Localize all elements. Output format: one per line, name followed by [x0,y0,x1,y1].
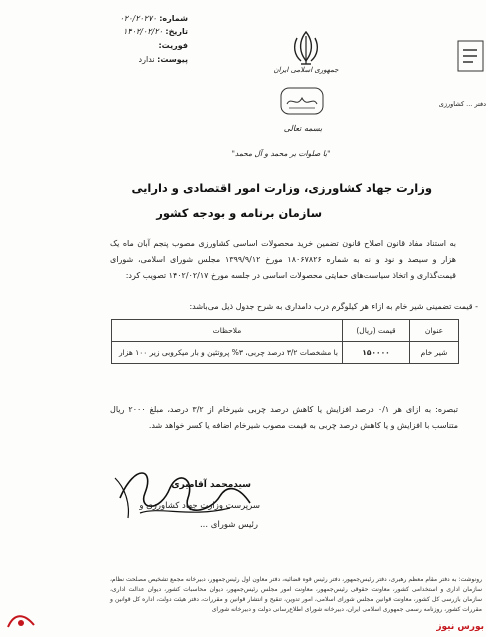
salutation-text: "با صلوات بر محمد و آل محمد" [231,149,331,158]
signatory-name: سیدمحمد آقامیری [171,480,251,490]
signatory-title2: رئیس شورای ... [199,520,258,530]
signatory-title1: سرپرست وزارت جهاد کشاورزی و [139,501,260,511]
meta-number-value: ۰۲۰/۲۰۲۷۰ [119,14,157,23]
meta-block [78,14,188,69]
basmala-text: بسمه تعالی [283,124,323,133]
footer-cc: رونوشت: به دفتر مقام معظم رهبری، دفتر رئیس‌جمهور، دفتر رئیس قوه قضائیه، دفتر معاون اول رئیس‌جمهور، دبیرخانه مجمع تشخیص مصلحت نظام، سازمان اداری و استخدامی کشور، معاونت حقوقی رئیس‌جمهور، معاونت امور مجلس رئیس‌جمهور، دیوان محاسبات کشور، دیوان عدالت اداری، سازمان بازرسی کل کشور، معاونت قوانین مجلس شورای اسلامی، امور تدوین، تنقیح و انتشار قوانین و مقررات، دفتر هیئت دولت، اداره کل قوانین و مقررات کشور، روزنامه رسمی جمهوری اسلامی ایران، دبیرخانه شورای اطلاع‌رسانی دولت و دبیرخانه شورای [110,576,482,613]
table-row [112,342,459,364]
meta-date-label: تاریخ: [165,27,188,36]
meta-date-row [78,27,188,41]
meta-attachment-value: ندارد [138,55,155,64]
meta-attachment-label: پیوست: [157,55,188,64]
body-note: تبصره: به ازای هر ۰/۱ درصد افزایش یا کاهش درصد چربی شیرخام از ۳/۲ درصد، مبلغ ۲۰۰۰ ریال متناسب با افزایش و یا کاهش درصد چربی به قیمت مصوب شیرخام اضافه یا کسر خواهد شد. [110,405,458,430]
meta-attachment-row [78,55,188,69]
meta-date-value: ۱۴۰۲/۰۲/۲۰ [123,27,163,36]
meta-number-label: شماره: [159,14,188,23]
meta-urgency-label: فوریت: [158,41,188,50]
title-line2: سازمان برنامه و بودجه کشور [156,206,322,220]
meta-urgency-row [78,41,188,55]
table-cell-price: ۱۵۰۰۰۰ [343,342,410,364]
table-cell-notes: با مشخصات ۳/۲ درصد چربی، ۳% پروتئین و بار میکروبی زیر ۱۰۰ هزار [112,342,343,364]
table-header-cell: عنوان [410,320,459,342]
emblem-caption: جمهوری اسلامی ایران [273,66,339,74]
watermark-logo-icon [4,609,38,633]
brand-watermark: بورس نیوز [436,622,484,632]
price-table [111,319,459,364]
ministry-seal-icon [279,86,325,116]
table-header-cell: قیمت (ریال) [343,320,410,342]
handwritten-signature [100,458,270,528]
title-line1: وزارت جهاد کشاورزی، وزارت امور اقتصادی و دارایی [131,181,432,195]
meta-number-row [78,14,188,27]
right-org-label: دفتر ... کشاورزی [438,100,486,108]
table-cell-title: شیر خام [410,342,459,364]
table-header-row [112,320,459,342]
body-intro: به استناد مفاد قانون اصلاح قانون تضمین خرید محصولات اساسی کشاورزی مصوب پنجم آبان ماه یک هزار و سیصد و نود و نه به شماره ۱۸۰۶۷۸۲۶ مورخ ۱۳۹۹/۹/۱۲ مجلس شورای اسلامی، شورای قیمت‌گذاری و اتخاذ سیاست‌های حمایتی محصولات اساسی در جلسه مورخ ۱۴۰۲/۰۲/۱۷ تصویب کرد: [110,239,457,280]
organization-logo-icon [455,38,485,76]
table-header-cell: ملاحظات [112,320,343,342]
body-clause: - قیمت تضمینی شیر خام به ازاء هر کیلوگرم درب دامداری به شرح جدول ذیل می‌باشد: [189,302,478,311]
